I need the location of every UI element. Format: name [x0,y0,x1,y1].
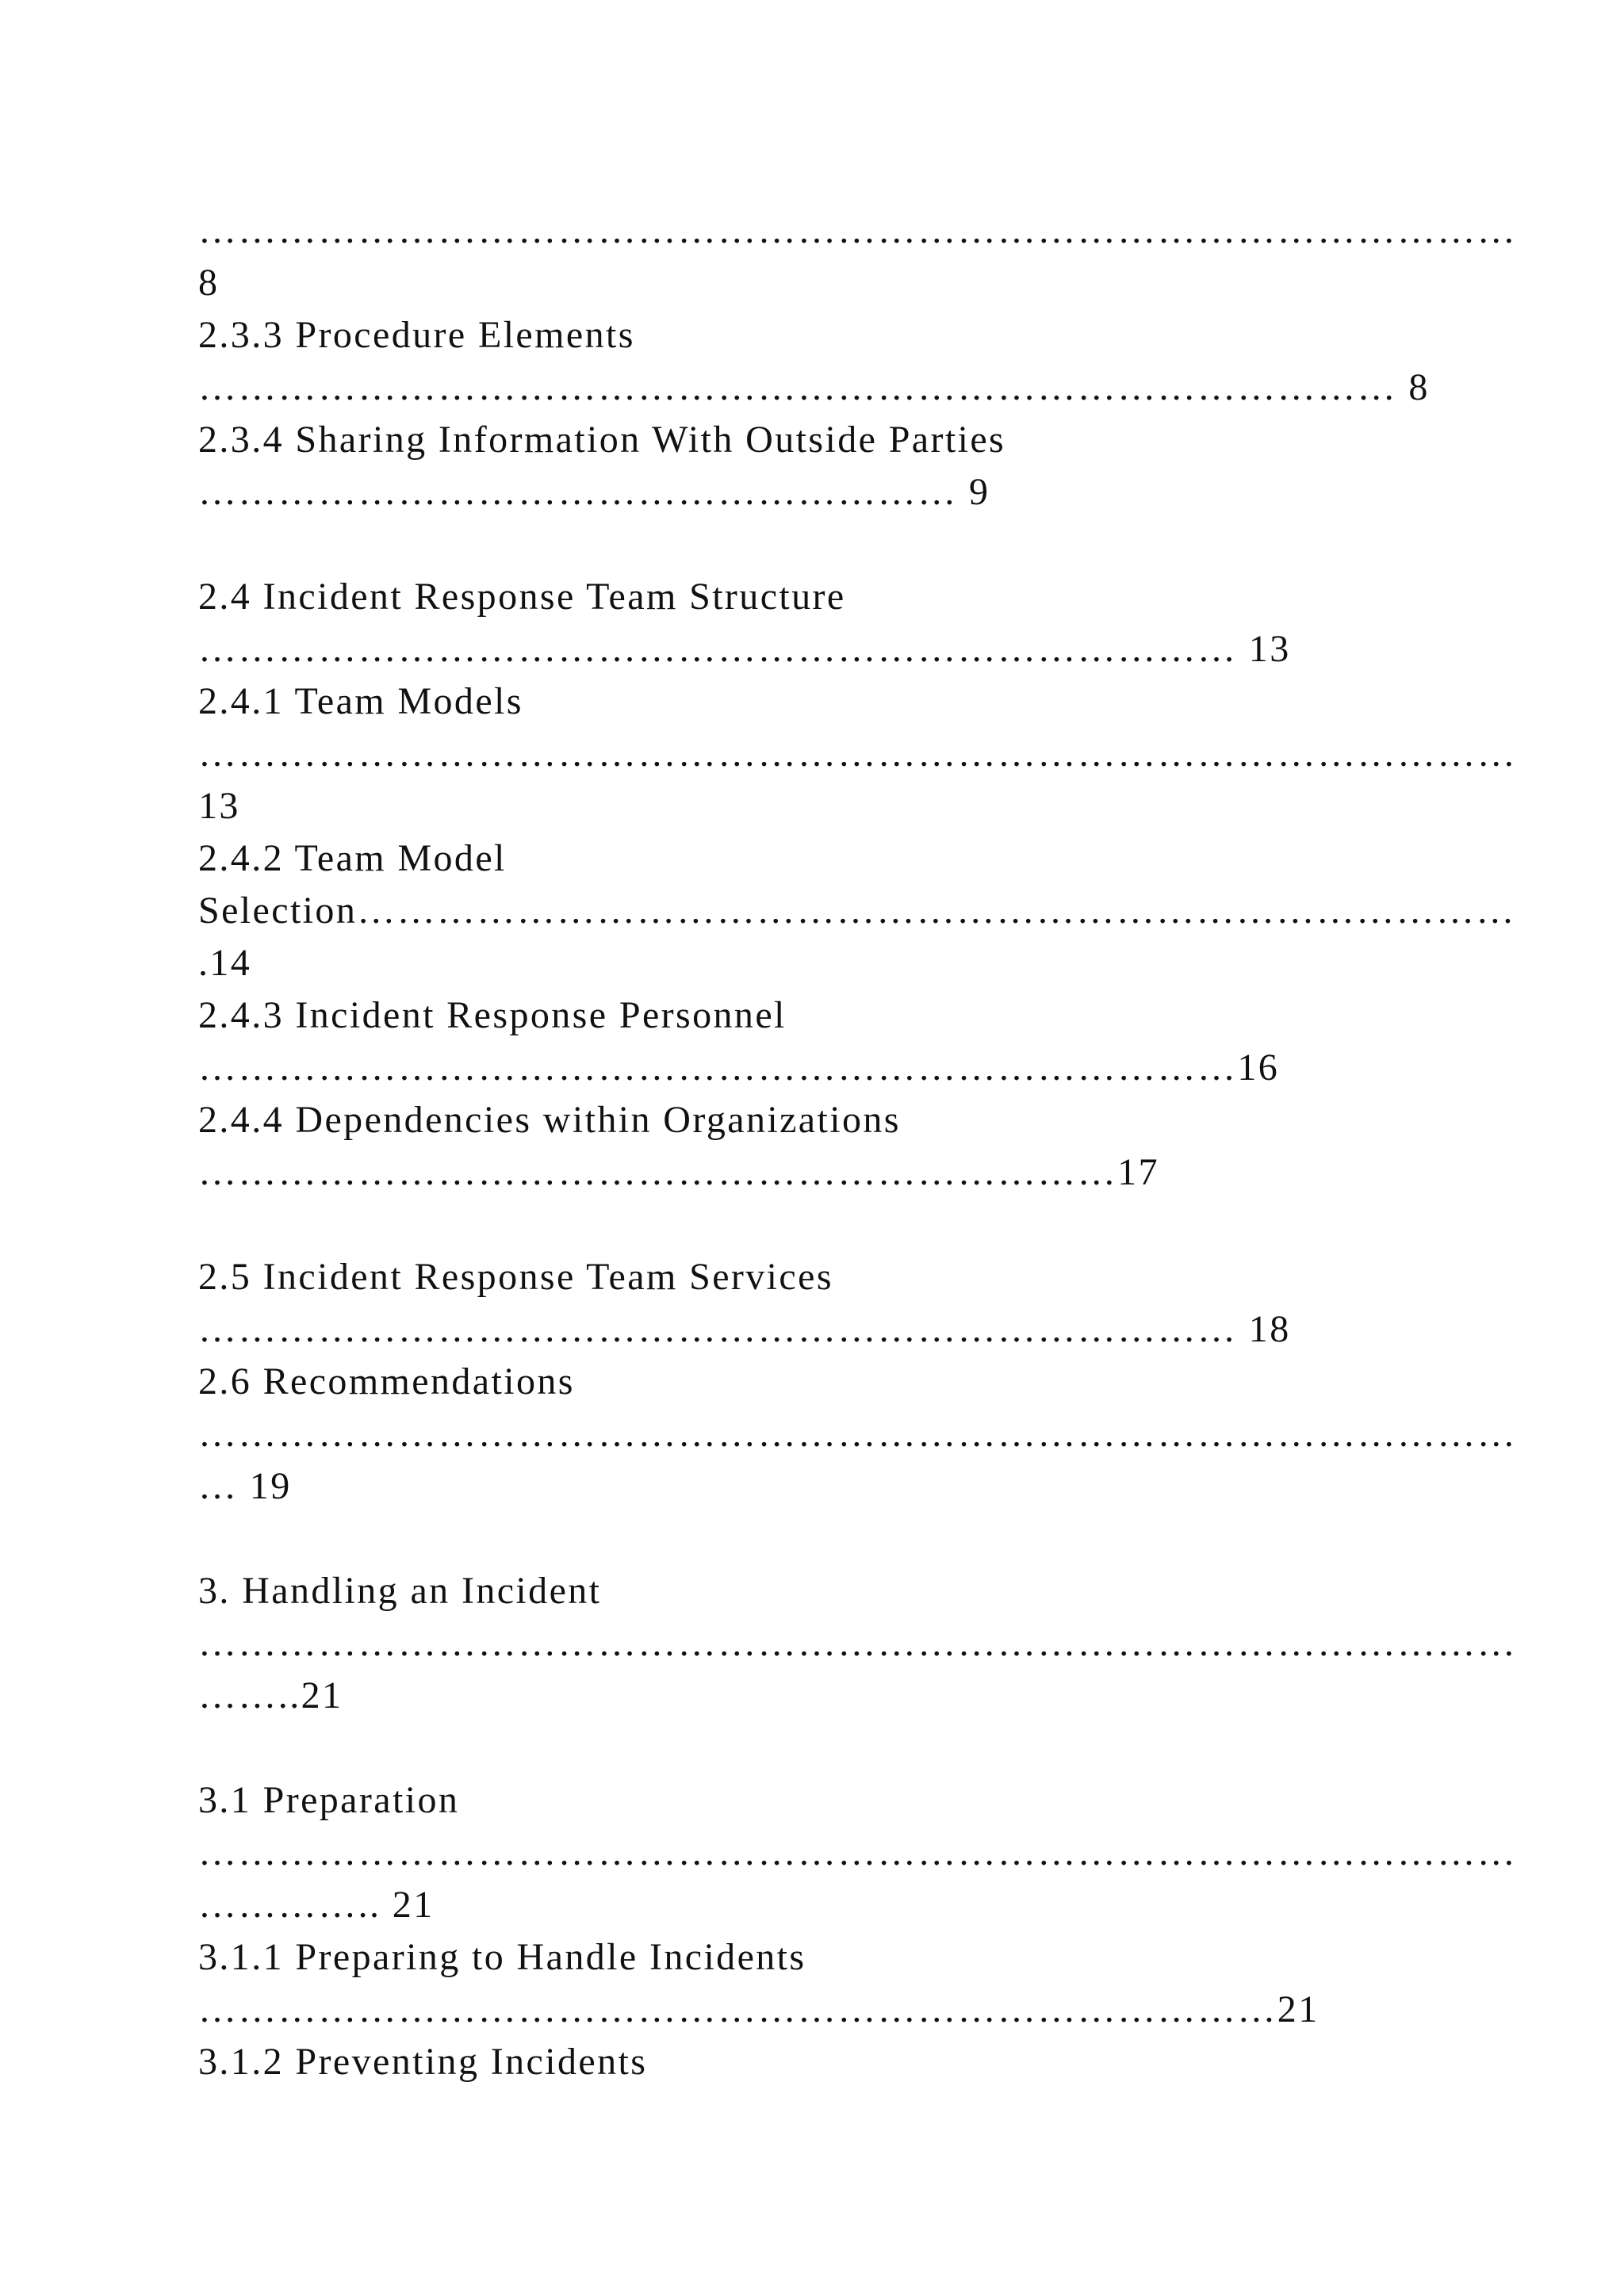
toc-entry-2-4-4: 2.4.4 Dependencies within Organizations [198,1099,901,1141]
toc-leader-line: ………………………………………………… 9 [198,471,990,513]
toc-leader-line: …………………………………………………………………… 13 [198,628,1291,670]
toc-leader-line: ……………………………………………………………………16 [198,1047,1280,1089]
toc-page-number: .14 [198,942,252,984]
toc-leader-line: ……………………………………………………………………………………… [198,1622,1518,1664]
toc-entry-2-5: 2.5 Incident Response Team Services [198,1256,833,1298]
toc-entry-2-4: 2.4 Incident Response Team Structure [198,576,846,618]
toc-leader-line: ……………………………………………………………………………………… [198,1413,1518,1455]
toc-entry-3-1-1: 3.1.1 Preparing to Handle Incidents [198,1936,806,1978]
toc-page-number: ………….. 21 [198,1884,435,1926]
toc-page-number: ……..21 [198,1674,343,1716]
blank-line [198,519,1467,571]
toc-entry-2-4-1: 2.4.1 Team Models [198,680,523,722]
toc-entry-2-3-3: 2.3.3 Procedure Elements [198,314,635,356]
blank-line [198,1199,1467,1251]
toc-entry-2-3-4: 2.3.4 Sharing Information With Outside Parties [198,419,1006,461]
toc-page-number: 13 [198,785,240,827]
toc-entry-3-1-2: 3.1.2 Preventing Incidents [198,2041,648,2083]
toc-entry-2-4-2-cont: Selection…………………………………………………………………………… [198,890,1516,932]
toc-entry-2-4-3: 2.4.3 Incident Response Personnel [198,994,787,1036]
toc-leader-line: ……………………………………………………………………………………… [198,733,1518,775]
blank-line [198,1722,1467,1774]
toc-entry-2-6: 2.6 Recommendations [198,1360,575,1402]
toc-leader-line: ……………………………………………………………………………………… [198,209,1518,251]
toc-entry-2-4-2: 2.4.2 Team Model [198,837,507,879]
toc-leader-line: ………………………………………………………………………21 [198,1988,1320,2030]
toc-leader-line: ……………………………………………………………………………………… [198,1831,1518,1873]
toc-leader-line: ……………………………………………………………………………… 8 [198,366,1430,408]
toc-page-number: … 19 [198,1465,292,1507]
toc-leader-line: ……………………………………………………………17 [198,1151,1159,1193]
toc-page-number: 8 [198,262,220,304]
toc-leader-line: …………………………………………………………………… 18 [198,1308,1291,1350]
toc-entry-3-1: 3.1 Preparation [198,1779,460,1821]
table-of-contents [198,205,1518,2088]
toc-entry-3: 3. Handling an Incident [198,1570,602,1612]
blank-line [198,1513,1467,1565]
